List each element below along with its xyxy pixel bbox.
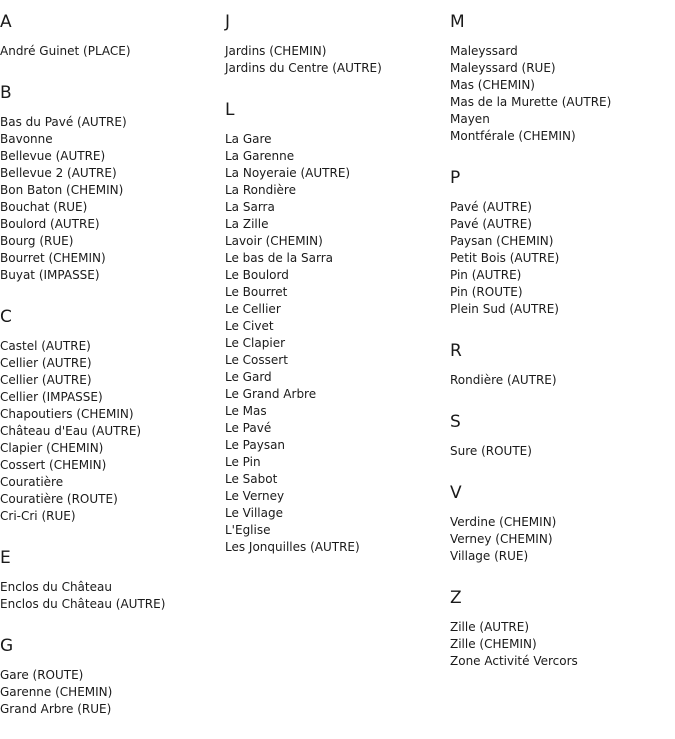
street-name: Pin (AUTRE) xyxy=(450,268,522,282)
street-name: Le Grand Arbre xyxy=(225,387,317,401)
column-2 xyxy=(225,12,445,556)
letter-section-c xyxy=(0,307,220,525)
street-name: Zone Activité Vercors xyxy=(450,654,578,668)
street-name: Cellier (IMPASSE) xyxy=(0,390,103,404)
street-list xyxy=(450,43,670,145)
section-spacer xyxy=(0,613,220,636)
letter-section-e xyxy=(0,548,220,613)
street-name: Zille (CHEMIN) xyxy=(450,637,537,651)
street-name: Bas du Pavé (AUTRE) xyxy=(0,115,127,129)
column-1 xyxy=(0,12,220,718)
street-name: Pin (ROUTE) xyxy=(450,285,523,299)
letter-section-a xyxy=(0,12,220,60)
street-name: Le Village xyxy=(225,506,283,520)
street-list xyxy=(0,114,220,284)
street-name: Jardins (CHEMIN) xyxy=(225,44,327,58)
street-name: Mayen xyxy=(450,112,490,126)
street-name: Buyat (IMPASSE) xyxy=(0,268,100,282)
letter-heading: B xyxy=(0,83,12,103)
street-name: Bon Baton (CHEMIN) xyxy=(0,183,124,197)
letter-heading: A xyxy=(0,12,12,32)
street-name: Cossert (CHEMIN) xyxy=(0,458,107,472)
street-name: Maleyssard xyxy=(450,44,518,58)
letter-heading: V xyxy=(450,483,462,503)
street-name: Pavé (AUTRE) xyxy=(450,217,532,231)
street-name: Bellevue 2 (AUTRE) xyxy=(0,166,117,180)
section-spacer xyxy=(450,389,670,412)
street-name: La Gare xyxy=(225,132,272,146)
street-name: Clapier (CHEMIN) xyxy=(0,441,104,455)
street-name: Le Pavé xyxy=(225,421,272,435)
street-name: La Garenne xyxy=(225,149,295,163)
street-name: Sure (ROUTE) xyxy=(450,444,532,458)
street-list xyxy=(0,579,220,613)
street-name: André Guinet (PLACE) xyxy=(0,44,131,58)
street-name: La Noyeraie (AUTRE) xyxy=(225,166,351,180)
street-name: Le Cossert xyxy=(225,353,288,367)
street-list xyxy=(450,372,670,389)
street-name: Le Civet xyxy=(225,319,274,333)
street-name: Petit Bois (AUTRE) xyxy=(450,251,560,265)
letter-section-r xyxy=(450,341,670,389)
section-spacer xyxy=(450,318,670,341)
street-name: Pavé (AUTRE) xyxy=(450,200,532,214)
letter-section-s xyxy=(450,412,670,460)
street-name: Grand Arbre (RUE) xyxy=(0,702,112,716)
letter-heading: Z xyxy=(450,588,462,608)
column-3 xyxy=(450,12,670,670)
street-name: Le Sabot xyxy=(225,472,278,486)
street-name: L'Eglise xyxy=(225,523,271,537)
letter-heading: P xyxy=(450,168,461,188)
letter-section-b xyxy=(0,83,220,284)
street-name: Couratière (ROUTE) xyxy=(0,492,118,506)
street-name: Paysan (CHEMIN) xyxy=(450,234,554,248)
street-name: Château d'Eau (AUTRE) xyxy=(0,424,142,438)
street-list xyxy=(225,43,445,77)
street-list xyxy=(450,199,670,318)
street-name: Castel (AUTRE) xyxy=(0,339,91,353)
street-name: Le Paysan xyxy=(225,438,286,452)
letter-heading: E xyxy=(0,548,11,568)
street-name: Jardins du Centre (AUTRE) xyxy=(225,61,382,75)
street-name: Cellier (AUTRE) xyxy=(0,356,92,370)
street-name: Garenne (CHEMIN) xyxy=(0,685,113,699)
street-name: Maleyssard (RUE) xyxy=(450,61,556,75)
street-name: Bouchat (RUE) xyxy=(0,200,88,214)
street-name: Enclos du Château (AUTRE) xyxy=(0,597,166,611)
street-name: Le Mas xyxy=(225,404,267,418)
street-list xyxy=(0,43,220,60)
street-name: Lavoir (CHEMIN) xyxy=(225,234,323,248)
street-name: Enclos du Château xyxy=(0,580,112,594)
street-name: Rondière (AUTRE) xyxy=(450,373,557,387)
street-name: Les Jonquilles (AUTRE) xyxy=(225,540,360,554)
section-spacer xyxy=(0,525,220,548)
street-name: Plein Sud (AUTRE) xyxy=(450,302,559,316)
street-name: Le Cellier xyxy=(225,302,281,316)
street-name: La Sarra xyxy=(225,200,275,214)
street-list xyxy=(450,443,670,460)
section-spacer xyxy=(450,565,670,588)
section-spacer xyxy=(450,460,670,483)
street-name: Cellier (AUTRE) xyxy=(0,373,92,387)
street-name: Bourg (RUE) xyxy=(0,234,74,248)
street-list xyxy=(225,131,445,556)
letter-section-l xyxy=(225,100,445,556)
letter-heading: M xyxy=(450,12,465,32)
letter-section-v xyxy=(450,483,670,565)
letter-heading: G xyxy=(0,636,14,656)
section-spacer xyxy=(450,145,670,168)
street-name: Chapoutiers (CHEMIN) xyxy=(0,407,134,421)
street-name: Village (RUE) xyxy=(450,549,529,563)
street-name: Mas de la Murette (AUTRE) xyxy=(450,95,612,109)
street-list xyxy=(450,619,670,670)
street-list xyxy=(0,338,220,525)
street-name: Montférale (CHEMIN) xyxy=(450,129,576,143)
street-name: Le Bourret xyxy=(225,285,288,299)
street-name: Couratière xyxy=(0,475,64,489)
letter-section-z xyxy=(450,588,670,670)
street-name: Mas (CHEMIN) xyxy=(450,78,535,92)
street-name: Le Verney xyxy=(225,489,285,503)
street-list xyxy=(450,514,670,565)
letter-section-m xyxy=(450,12,670,145)
street-list xyxy=(0,667,220,718)
street-name: Bourret (CHEMIN) xyxy=(0,251,106,265)
letter-heading: S xyxy=(450,412,461,432)
street-name: Le Gard xyxy=(225,370,272,384)
street-name: La Rondière xyxy=(225,183,296,197)
street-name: Verdine (CHEMIN) xyxy=(450,515,557,529)
street-name: Bellevue (AUTRE) xyxy=(0,149,106,163)
letter-heading: R xyxy=(450,341,462,361)
street-name: Verney (CHEMIN) xyxy=(450,532,553,546)
street-name: La Zille xyxy=(225,217,269,231)
street-name: Le Pin xyxy=(225,455,261,469)
letter-heading: C xyxy=(0,307,12,327)
letter-heading: J xyxy=(225,12,231,32)
section-spacer xyxy=(0,284,220,307)
letter-section-j xyxy=(225,12,445,77)
street-name: Le Clapier xyxy=(225,336,286,350)
street-name: Zille (AUTRE) xyxy=(450,620,530,634)
section-spacer xyxy=(0,60,220,83)
letter-heading: L xyxy=(225,100,235,120)
letter-section-p xyxy=(450,168,670,318)
street-name: Le Boulord xyxy=(225,268,289,282)
street-name: Bavonne xyxy=(0,132,53,146)
section-spacer xyxy=(225,77,445,100)
street-name: Cri-Cri (RUE) xyxy=(0,509,76,523)
street-name: Boulord (AUTRE) xyxy=(0,217,100,231)
street-name: Gare (ROUTE) xyxy=(0,668,84,682)
letter-section-g xyxy=(0,636,220,718)
street-name: Le bas de la Sarra xyxy=(225,251,334,265)
